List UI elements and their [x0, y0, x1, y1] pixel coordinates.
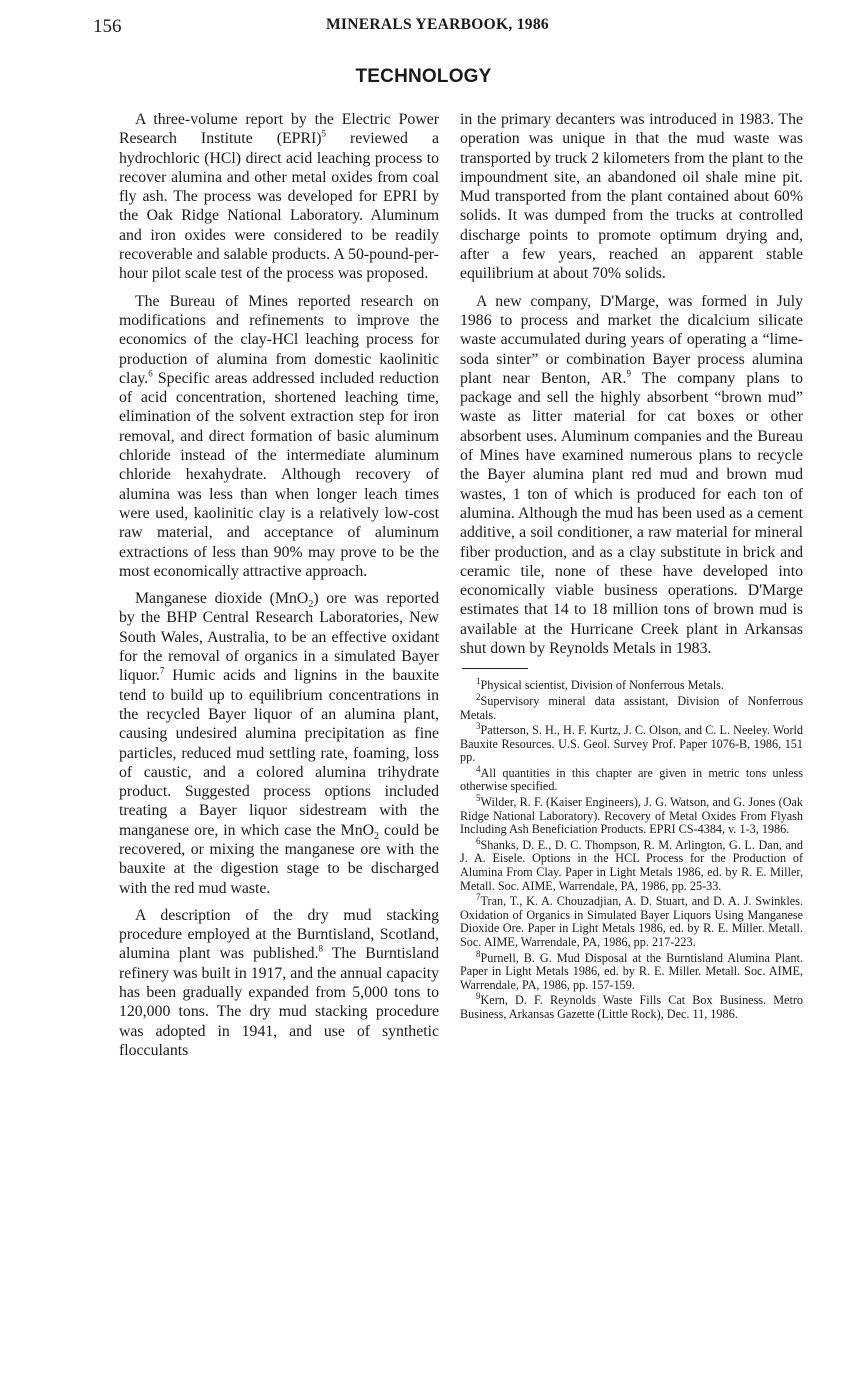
- footnote-number: 7: [476, 892, 481, 903]
- footnote-number: 8: [476, 948, 481, 959]
- right-column: [460, 110, 803, 1024]
- paragraph-text: A three-volume report by the Electric Power Research Institute (EPRI): [119, 111, 439, 148]
- paragraph-text: A new company, D'Marge, was formed in July 1986 to process and market the dicalcium silicate waste accumulated during years of operating a “lime-soda sinter” or combination Bayer process alumina plant near Benton, AR.: [460, 292, 803, 387]
- paragraph-text: The Burntisland refinery was built in 1917, and the annual capacity has been gradually expanded from 5,000 tons to 120,000 tons. The dry mud stacking procedure was adopted in 1941, and use of synthetic flocculants: [119, 945, 440, 1059]
- footnote-number: 3: [476, 721, 481, 732]
- footnote-ref-8: 8: [318, 944, 323, 955]
- subscript: 2: [374, 830, 379, 842]
- footnote-number: 4: [476, 763, 481, 774]
- footnote-6: [460, 835, 803, 893]
- footnote-ref-7: 7: [159, 666, 165, 677]
- footnote-5: [460, 793, 803, 837]
- paragraph-text: could be recovered, or mixing the manganese ore with the bauxite at the digestion stage to be discharged with the red mud waste.: [119, 821, 439, 897]
- running-head: MINERALS YEARBOOK, 1986: [326, 16, 549, 33]
- paragraph-epri-report: [119, 110, 439, 284]
- left-column: [119, 110, 439, 1068]
- footnote-number: 6: [476, 835, 481, 846]
- footnote-ref-6: 6: [148, 368, 153, 379]
- footnote-text: All quantities in this chapter are given in metric tons unless otherwise specified.: [460, 765, 803, 794]
- footnote-2: [460, 691, 803, 722]
- footnote-ref-9: 9: [626, 368, 632, 379]
- footnote-4: [460, 763, 803, 794]
- footnote-7: [460, 892, 803, 949]
- footnotes: [460, 676, 803, 1021]
- section-title: TECHNOLOGY: [355, 66, 492, 87]
- paragraph-manganese-dioxide: [119, 589, 439, 898]
- page-number: 156: [93, 16, 122, 37]
- paragraph-text: A description of the dry mud stacking procedure employed at the Burntisland, Scotland, alumina plant was published.: [119, 906, 439, 963]
- subscript: 2: [308, 599, 314, 611]
- footnote-3: [460, 721, 803, 765]
- footnote-text: Physical scientist, Division of Nonferrous Metals.: [480, 678, 724, 693]
- paragraph-dmarge: [460, 292, 803, 659]
- footnote-text: Patterson, S. H., H. F. Kurtz, J. C. Olson, and C. L. Neeley. World Bauxite Resources. U.S. Geol. Survey Prof. Paper 1076-B, 1986, 151 pp.: [460, 723, 803, 765]
- paragraph-text: The company plans to package and sell the highly absorbent “brown mud” waste as litter material for cat boxes or other absorbent uses. Aluminum companies and the Bureau of Mines have examined numerous plans to recycle the Bayer alumina plant red mud and brown mud wastes, 1 ton of which is produced for each ton of alumina. Although the mud has been used as a cement additive, a soil conditioner, a raw material for mineral fiber production, and as a clay substitute in brick and ceramic tile, none of these have developed into economically viable business operations. D'Marge estimates that 14 to 18 million tons of brown mud is available at the Hurricane Creek plant in Arkansas shut down by Reynolds Metals in 1983.: [460, 369, 804, 658]
- footnote-number: 1: [476, 676, 481, 687]
- footnote-ref-5: 5: [321, 129, 326, 140]
- footnote-text: Tran, T., K. A. Chouzadjian, A. D. Stuart, and D. A. J. Swinkles. Oxidation of Organics in Simulated Bayer Liquors Using Manganese Dioxide Ore. Paper in Light Metals 1986, ed. by R. E. Miller. Metall. Soc. AIME, Warrendale, PA, 1986, pp. 217-223.: [460, 894, 803, 949]
- paragraph-text: Manganese dioxide (MnO: [135, 590, 309, 608]
- footnote-9: [460, 991, 803, 1021]
- paragraph-burntisland: [119, 906, 439, 1060]
- footnote-8: [460, 948, 803, 993]
- footnote-text: Kern, D. F. Reynolds Waste Fills Cat Box Business. Metro Business, Arkansas Gazette (Little Rock), Dec. 11, 1986.: [460, 993, 803, 1021]
- footnote-number: 9: [476, 991, 481, 1002]
- paragraph-burntisland-continued: in the primary decanters was introduced in 1983. The operation was unique in that the mud waste was transported by truck 2 kilometers from the plant to the impoundment site, an abandoned oil shale mine pit. Mud transported from the plant contained about 60% solids. It was dumped from the trucks at controlled discharge points to promote optimum drying and, after a few years, reached an apparent stable equilibrium at about 70% solids.: [460, 111, 803, 283]
- footnote-text: Purnell, B. G. Mud Disposal at the Burntisland Alumina Plant. Paper in Light Metals 1986, ed. by R. E. Miller. Metall. Soc. AIME, Warrendale, PA, 1986, pp. 157-159.: [460, 950, 803, 992]
- paragraph-text: The Bureau of Mines reported research on modifications and refinements to improve the economics of the clay-HCl leaching process for production of alumina from domestic kaolinitic clay.: [119, 292, 439, 387]
- footnote-number: 2: [476, 691, 481, 702]
- footnote-number: 5: [476, 793, 481, 803]
- paragraph-text: ) ore was reported by the BHP Central Research Laboratories, New South Wales, Australia, to be an effective oxidant for the removal of organics in a simulated Bayer liquor.: [119, 590, 439, 685]
- paragraph-text: Humic acids and lignins in the bauxite tend to build up to equilibrium concentrations in the recycled Bayer liquor of an alumina plant, causing undesired alumina precipitation as fine particles, reduced mud settling rate, foaming, loss of caustic, and a colored alumina trihydrate product. Suggested process options included treating a Bayer liquor sidestream with the manganese ore, in which case the MnO: [119, 667, 439, 839]
- footnote-1: [460, 676, 803, 693]
- footnote-divider: [462, 668, 528, 669]
- footnote-text: Wilder, R. F. (Kaiser Engineers), J. G. Watson, and G. Jones (Oak Ridge National Laboratory). Recovery of Metal Oxides From Flyash Including Ash Beneficiation Products. EPRI CS-4384, v. 1-3, 1986.: [460, 795, 803, 837]
- footnote-text: Supervisory mineral data assistant, Division of Nonferrous Metals.: [460, 693, 803, 722]
- paragraph-text: Specific areas addressed included reduction of acid concentration, shortened leaching time, elimination of the solvent extraction step for iron removal, and direct formation of basic aluminum chloride instead of the intermediate aluminum chloride hexahydrate. Although recovery of alumina was less than when longer leach times were used, kaolinitic clay is a relatively low-cost raw material, and acceptance of aluminum extractions of less than 90% may prove to be the most economically attractive approach.: [119, 369, 439, 580]
- paragraph-text: reviewed a hydrochloric (HCl) direct acid leaching process to recover alumina and other metal oxides from coal fly ash. The process was developed for EPRI by the Oak Ridge National Laboratory. Aluminum and iron oxides were considered to be readily recoverable and salable products. A 50-pound-per-hour pilot scale test of the process was proposed.: [119, 130, 439, 283]
- paragraph-bureau-of-mines: [119, 292, 439, 581]
- footnote-text: Shanks, D. E., D. C. Thompson, R. M. Arlington, G. L. Dan, and J. A. Eisele. Options in the HCL Process for the Production of Alumina From Clay. Paper in Light Metals 1986, ed. by R. E. Miller, Metall. Soc. AIME, Warrendale, PA, 1986, pp. 25-33.: [460, 837, 803, 893]
